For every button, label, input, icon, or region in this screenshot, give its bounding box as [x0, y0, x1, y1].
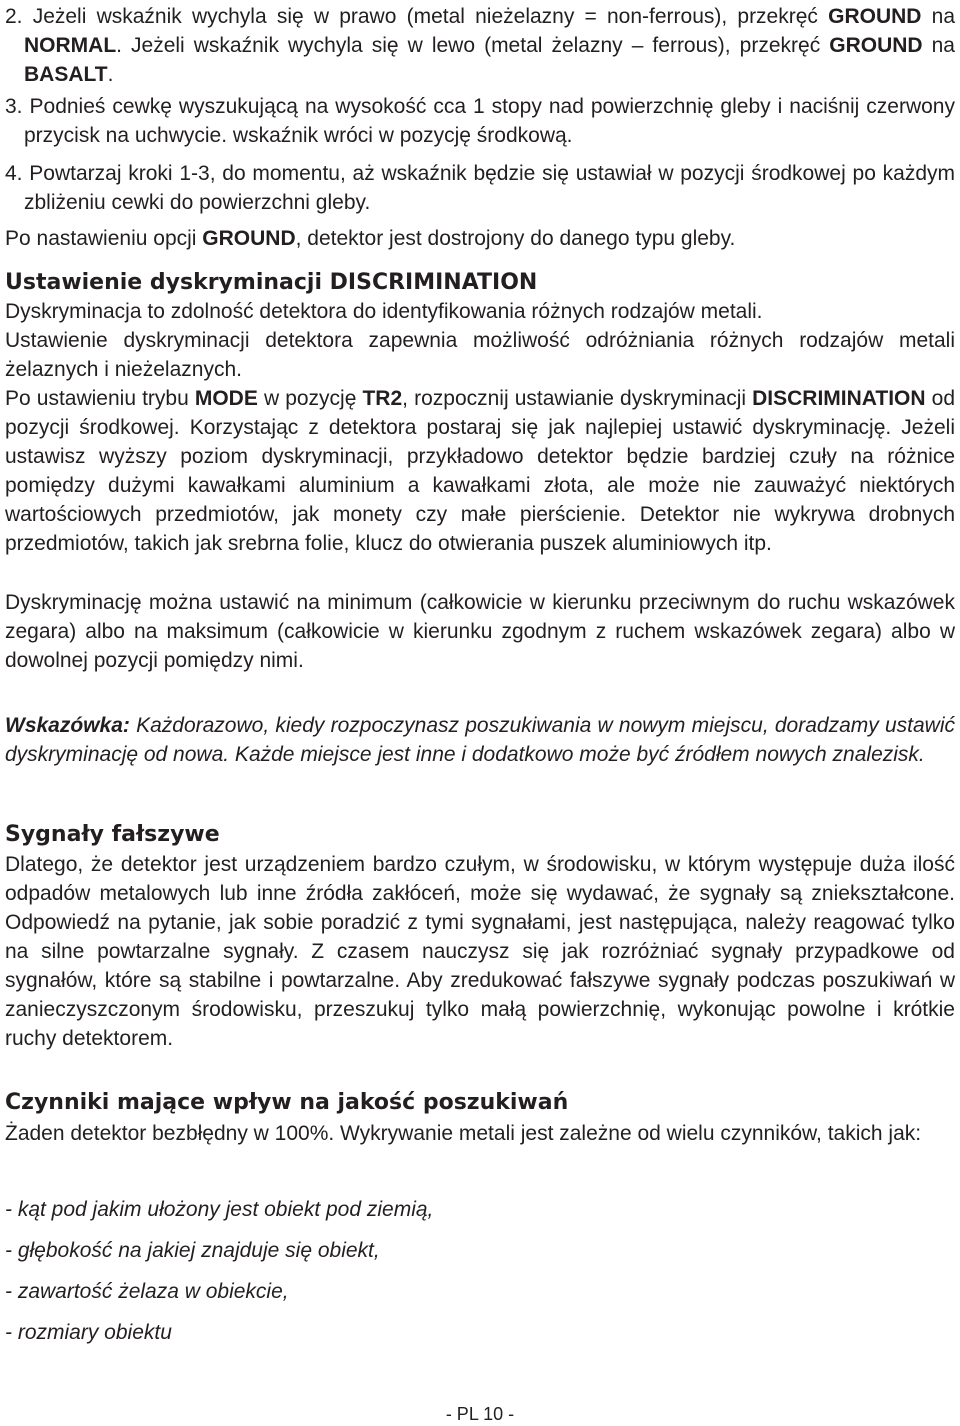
false-signals-text: Dlatego, że detektor jest urządzeniem bardzo czułym, w środowisku, w którym występuje duża ilość odpadów metalowych lub inne źródła zakłóceń, może się wydawać, że sygnały są zniekształcone. Odpowiedź na pytanie, jak sobie poradzić z tymi sygnałami, jest następująca, należy reagować tylko na silne powtarzalne sygnały. Z czasem nauczysz się jak rozróżniać sygnały przypadkowe od sygnałów, które są stabilne i powtarzalne. Aby zredukować fałszywe sygnały podczas poszukiwań w zanieczyszczonym środowisku, przeszukuj tylko małą powierzchnię, wykonując powolne i krótkie ruchy detektorem. [5, 853, 955, 1050]
ground-note: Po nastawieniu opcji GROUND, detektor jest dostrojony do danego typu gleby. [5, 227, 736, 250]
list-item: - kąt pod jakim ułożony jest obiekt pod ziemią, [5, 1198, 434, 1221]
hint-label: Wskazówka: [5, 714, 130, 737]
page-number: - PL 10 - [445, 1404, 515, 1424]
discrimination-range: Dyskryminację można ustawić na minimum (całkowicie w kierunku przeciwnym do ruchu wskazówek zegara) albo na maksimum (całkowicie w kierunku zgodnym z ruchem wskazówek zegara) albo w dowolnej pozycji pomiędzy nimi. [5, 591, 955, 672]
false-signals-heading: Sygnały fałszywe [5, 822, 220, 847]
list-item: - głębokość na jakiej znajduje się obiekt, [5, 1239, 380, 1262]
step-4: 4. Powtarzaj kroki 1-3, do momentu, aż wskaźnik będzie się ustawiał w pozycji środkowej po każdym zbliżeniu cewki do powierzchni gleby. [5, 162, 955, 214]
discrimination-setup: Po ustawieniu trybu MODE w pozycję TR2, rozpocznij ustawianie dyskryminacji DISCRIMINATION od pozycji środkowej. Korzystając z detektora postaraj się jak najlepiej ustawić dyskryminację. Jeżeli ustawisz wyższy poziom dyskryminacji, przykładowo detektor będzie bardziej czuły na różnice pomiędzy dużymi kawałkami aluminium a kawałkami złota, ale może nie zauważyć niektórych wartościowych przedmiotów, jak monety czy małe pierścienie. Detektor nie wykrywa drobnych przedmiotów, takich jak srebrna folie, klucz do otwierania puszek aluminiowych itp. [5, 387, 956, 555]
step-2: 2. Jeżeli wskaźnik wychyla się w prawo (metal nieżelazny = non-ferrous), przekręć GROUND na NORMAL. Jeżeli wskaźnik wychyla się w lewo (metal żelazny – ferrous), przekręć GROUND na BASALT. [5, 5, 955, 86]
discrimination-heading: Ustawienie dyskryminacji DISCRIMINATION [5, 270, 538, 295]
discrimination-purpose: Ustawienie dyskryminacji detektora zapewnia możliwość odróżniania różnych rodzajów metali żelaznych i nieżelaznych. [5, 329, 955, 381]
discrimination-definition: Dyskryminacja to zdolność detektora do identyfikowania różnych rodzajów metali. [5, 300, 763, 323]
hint-paragraph: Wskazówka: Każdorazowo, kiedy rozpoczynasz poszukiwania w nowym miejscu, doradzamy ustawić dyskryminację od nowa. Każde miejsce jest inne i dodatkowo może być źródłem nowych znalezisk. [5, 714, 955, 766]
factors-heading: Czynniki mające wpływ na jakość poszukiwań [5, 1090, 569, 1115]
factors-list [5, 1195, 955, 1359]
factors-intro: Żaden detektor bezbłędny w 100%. Wykrywanie metali jest zależne od wielu czynników, takich jak: [5, 1122, 922, 1145]
list-item: - zawartość żelaza w obiekcie, [5, 1280, 289, 1303]
step-3: 3. Podnieś cewkę wyszukującą na wysokość cca 1 stopy nad powierzchnię gleby i naciśnij czerwony przycisk na uchwycie. wskaźnik wróci w pozycję środkową. [5, 95, 955, 147]
list-item: - rozmiary obiektu [5, 1321, 172, 1344]
